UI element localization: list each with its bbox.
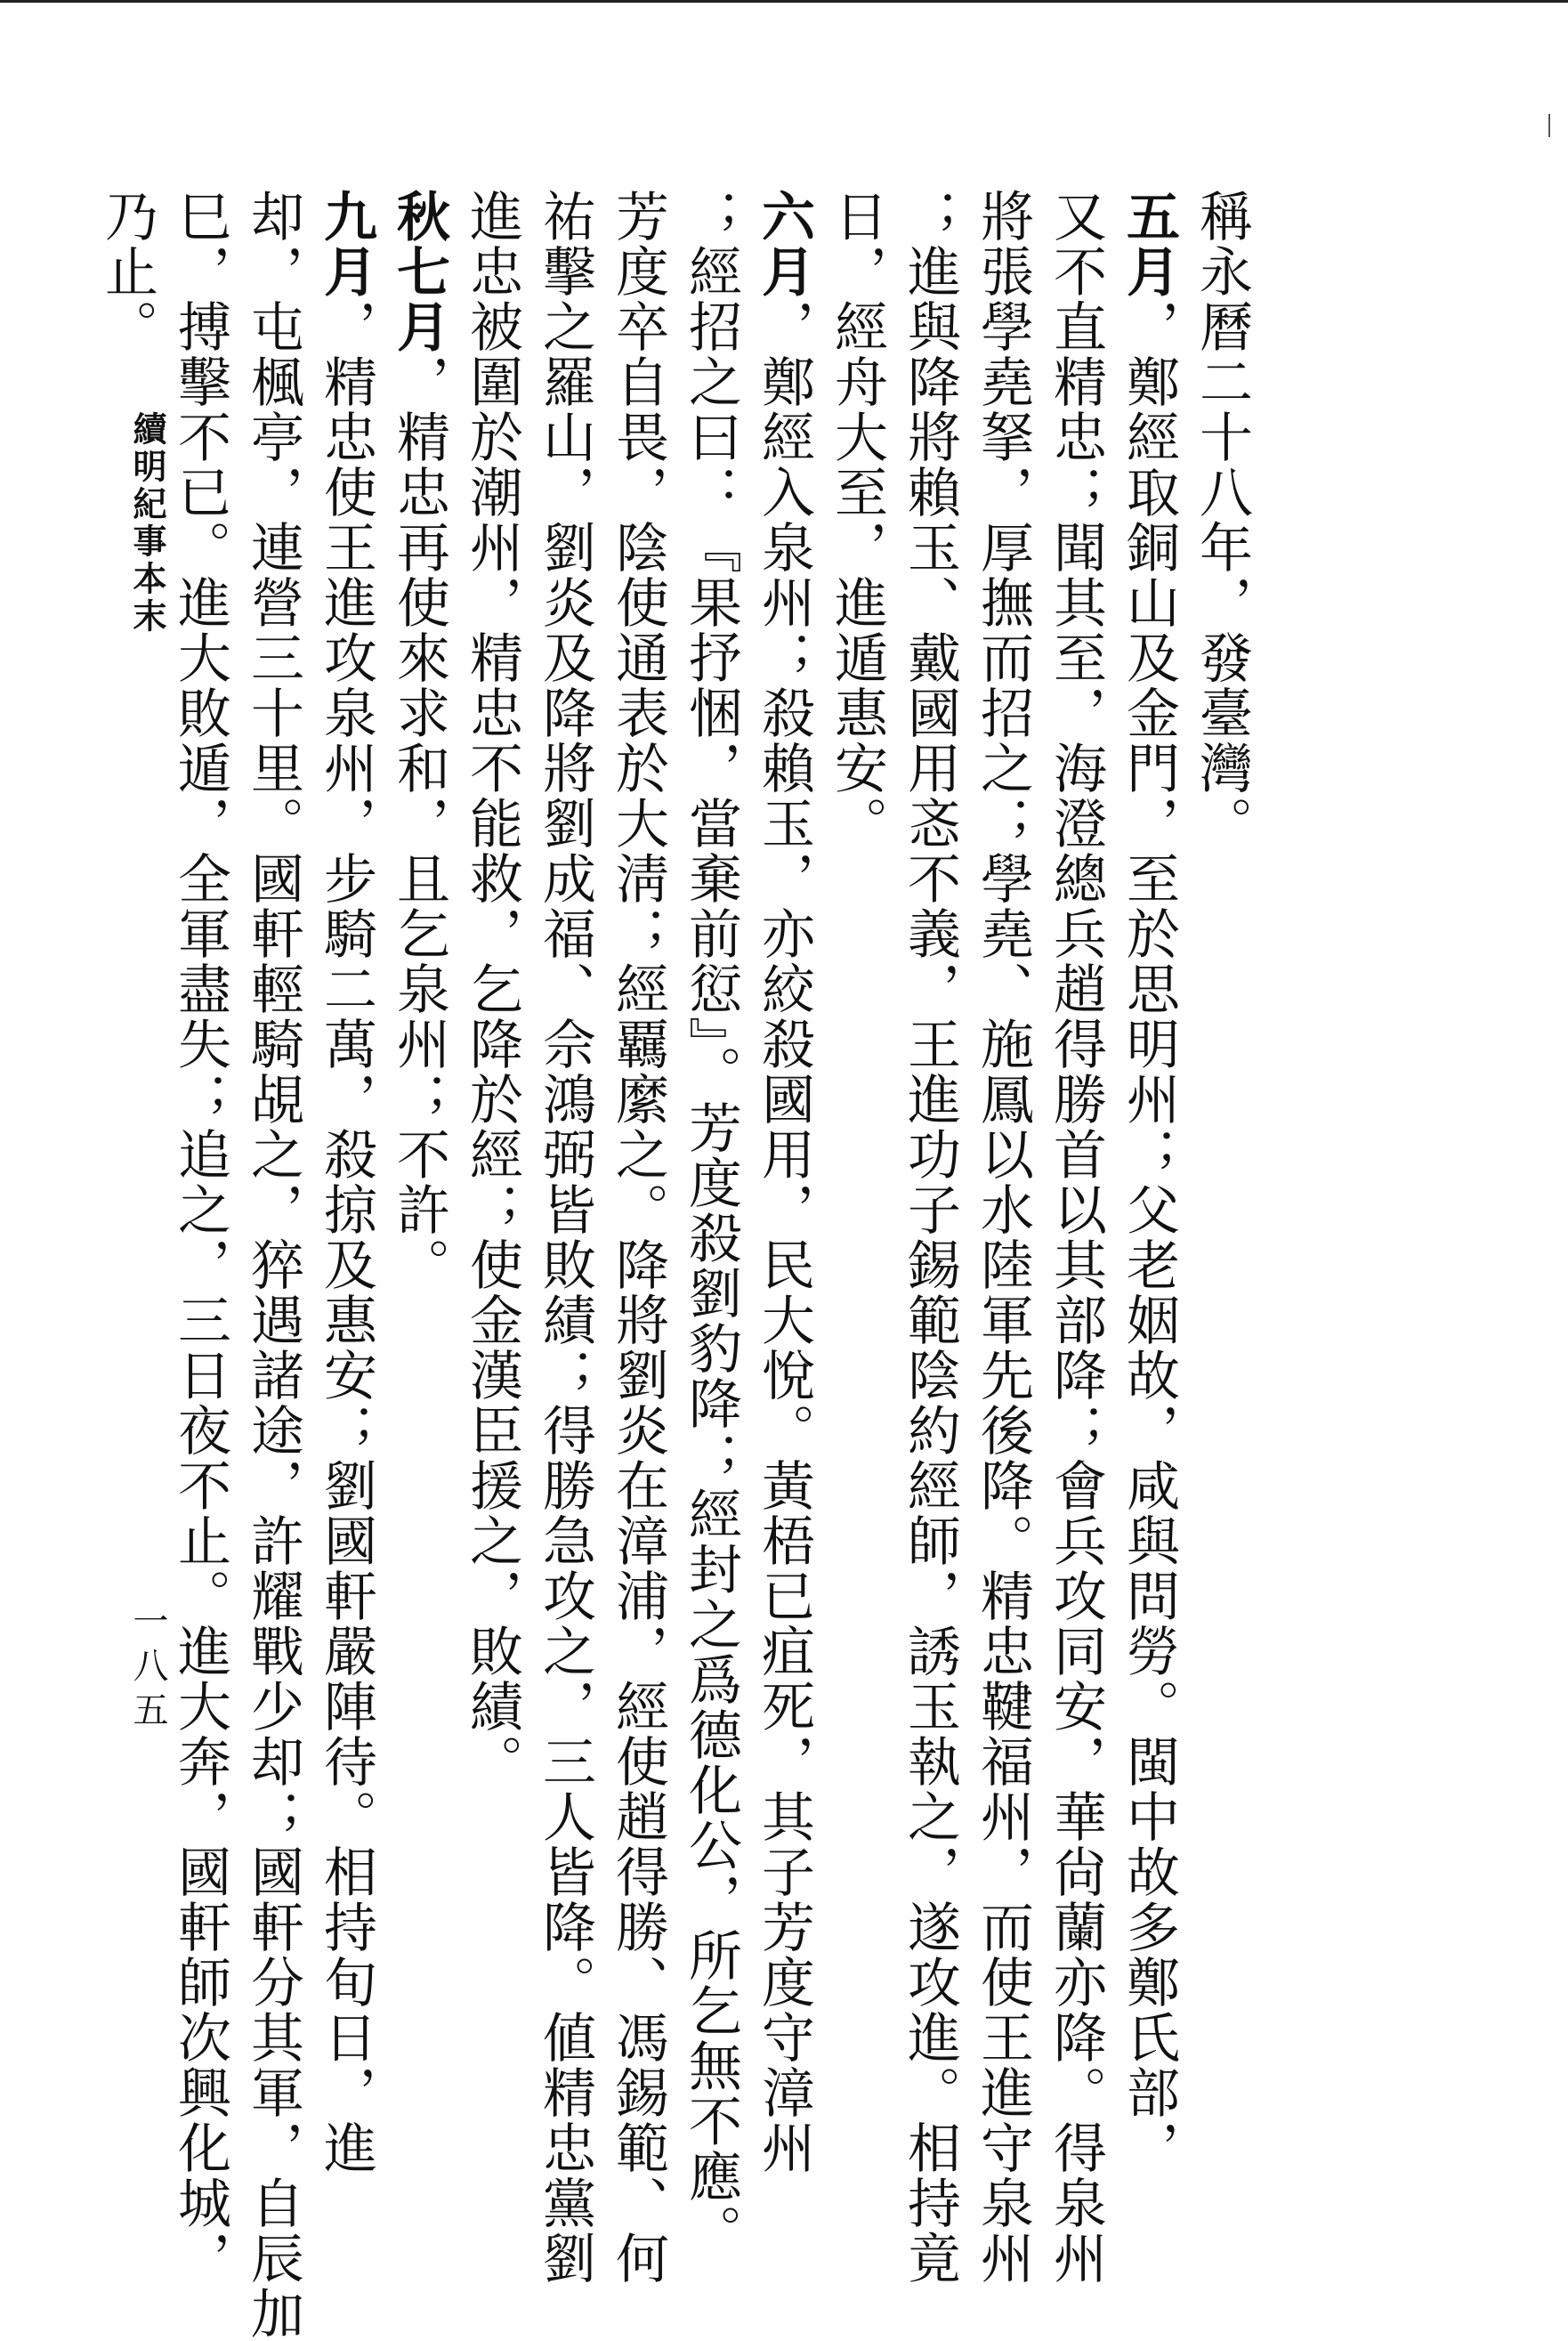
column-lead: 秋七月 xyxy=(388,189,450,354)
column-text: ，鄭經入泉州；殺賴玉，亦絞殺國用，民大悅。黃梧已疽死，其子芳度守漳州 xyxy=(753,299,815,2175)
text-column xyxy=(383,189,456,2183)
column-text: ；經招之曰：『果抒悃，當棄前愆』。芳度殺劉豹降；經封之爲德化公，所乞無不應。 xyxy=(680,189,742,2259)
text-column xyxy=(748,189,820,2183)
column-text: 却，屯楓亭，連營三十里。國軒輕騎覘之，猝遇諸途，許耀戰少却；國軒分其軍，自辰加 xyxy=(242,189,304,2341)
column-text: 乃止。 xyxy=(96,189,158,354)
text-column xyxy=(310,189,383,2183)
text-column xyxy=(893,189,966,2286)
column-lead: 五月 xyxy=(1118,189,1180,299)
text-column xyxy=(456,189,529,2183)
text-column xyxy=(820,189,893,2183)
text-column xyxy=(529,189,602,2286)
column-text: ，精忠使王進攻泉州，步騎二萬，殺掠及惠安；劉國軒嚴陣待。相持旬日，進 xyxy=(315,299,377,2175)
page-number: 一八五 xyxy=(127,1602,168,1736)
column-text: ，精忠再使來求和，且乞泉州；不許。 xyxy=(388,354,450,1292)
top-border-line xyxy=(0,0,1568,3)
column-text: 祐擊之羅山，劉炎及降將劉成福、佘鴻弼皆敗績；得勝急攻之，三人皆降。値精忠黨劉 xyxy=(534,189,596,2286)
column-text: 進忠被圍於潮州，精忠不能救，乞降於經；使金漢臣援之，敗績。 xyxy=(461,189,523,1789)
column-lead: 九月 xyxy=(315,189,377,299)
text-column xyxy=(1185,189,1258,2183)
text-column xyxy=(675,189,748,2259)
text-column xyxy=(602,189,675,2286)
column-lead: 六月 xyxy=(753,189,815,299)
column-text: 巳，搏擊不已。進大敗遁，全軍盡失；追之，三日夜不止。進大奔，國軒師次興化城， xyxy=(169,189,231,2286)
running-title: 續明紀事本末 xyxy=(127,411,167,636)
text-column xyxy=(164,189,237,2286)
column-text: 又不直精忠；聞其至，海澄總兵趙得勝首以其部降；會兵攻同安，華尙蘭亦降。得泉州 xyxy=(1045,189,1107,2286)
text-column xyxy=(1112,189,1185,2183)
main-text-block xyxy=(91,189,1258,2341)
column-text: ；進與降將賴玉、戴國用忞不義，王進功子錫範陰約經師，誘玉執之，遂攻進。相持竟 xyxy=(899,189,961,2286)
edge-mark xyxy=(1540,114,1550,137)
column-text: 芳度卒自畏，陰使通表於大淸；經覊縻之。降將劉炎在漳浦，經使趙得勝、馮錫範、何 xyxy=(607,189,669,2286)
column-text: 將張學堯拏，厚撫而招之；學堯、施鳳以水陸軍先後降。精忠鞬福州，而使王進守泉州 xyxy=(972,189,1034,2286)
column-text: ，鄭經取銅山及金門，至於思明州；父老姻故，咸與問勞。閩中故多鄭氏部， xyxy=(1118,299,1180,2175)
column-text: 日，經舟大至，進遁惠安。 xyxy=(826,189,888,851)
text-column xyxy=(966,189,1039,2286)
text-column xyxy=(237,189,310,2341)
column-text: 稱永曆二十八年，發臺灣。 xyxy=(1191,189,1253,851)
text-column xyxy=(1039,189,1112,2286)
